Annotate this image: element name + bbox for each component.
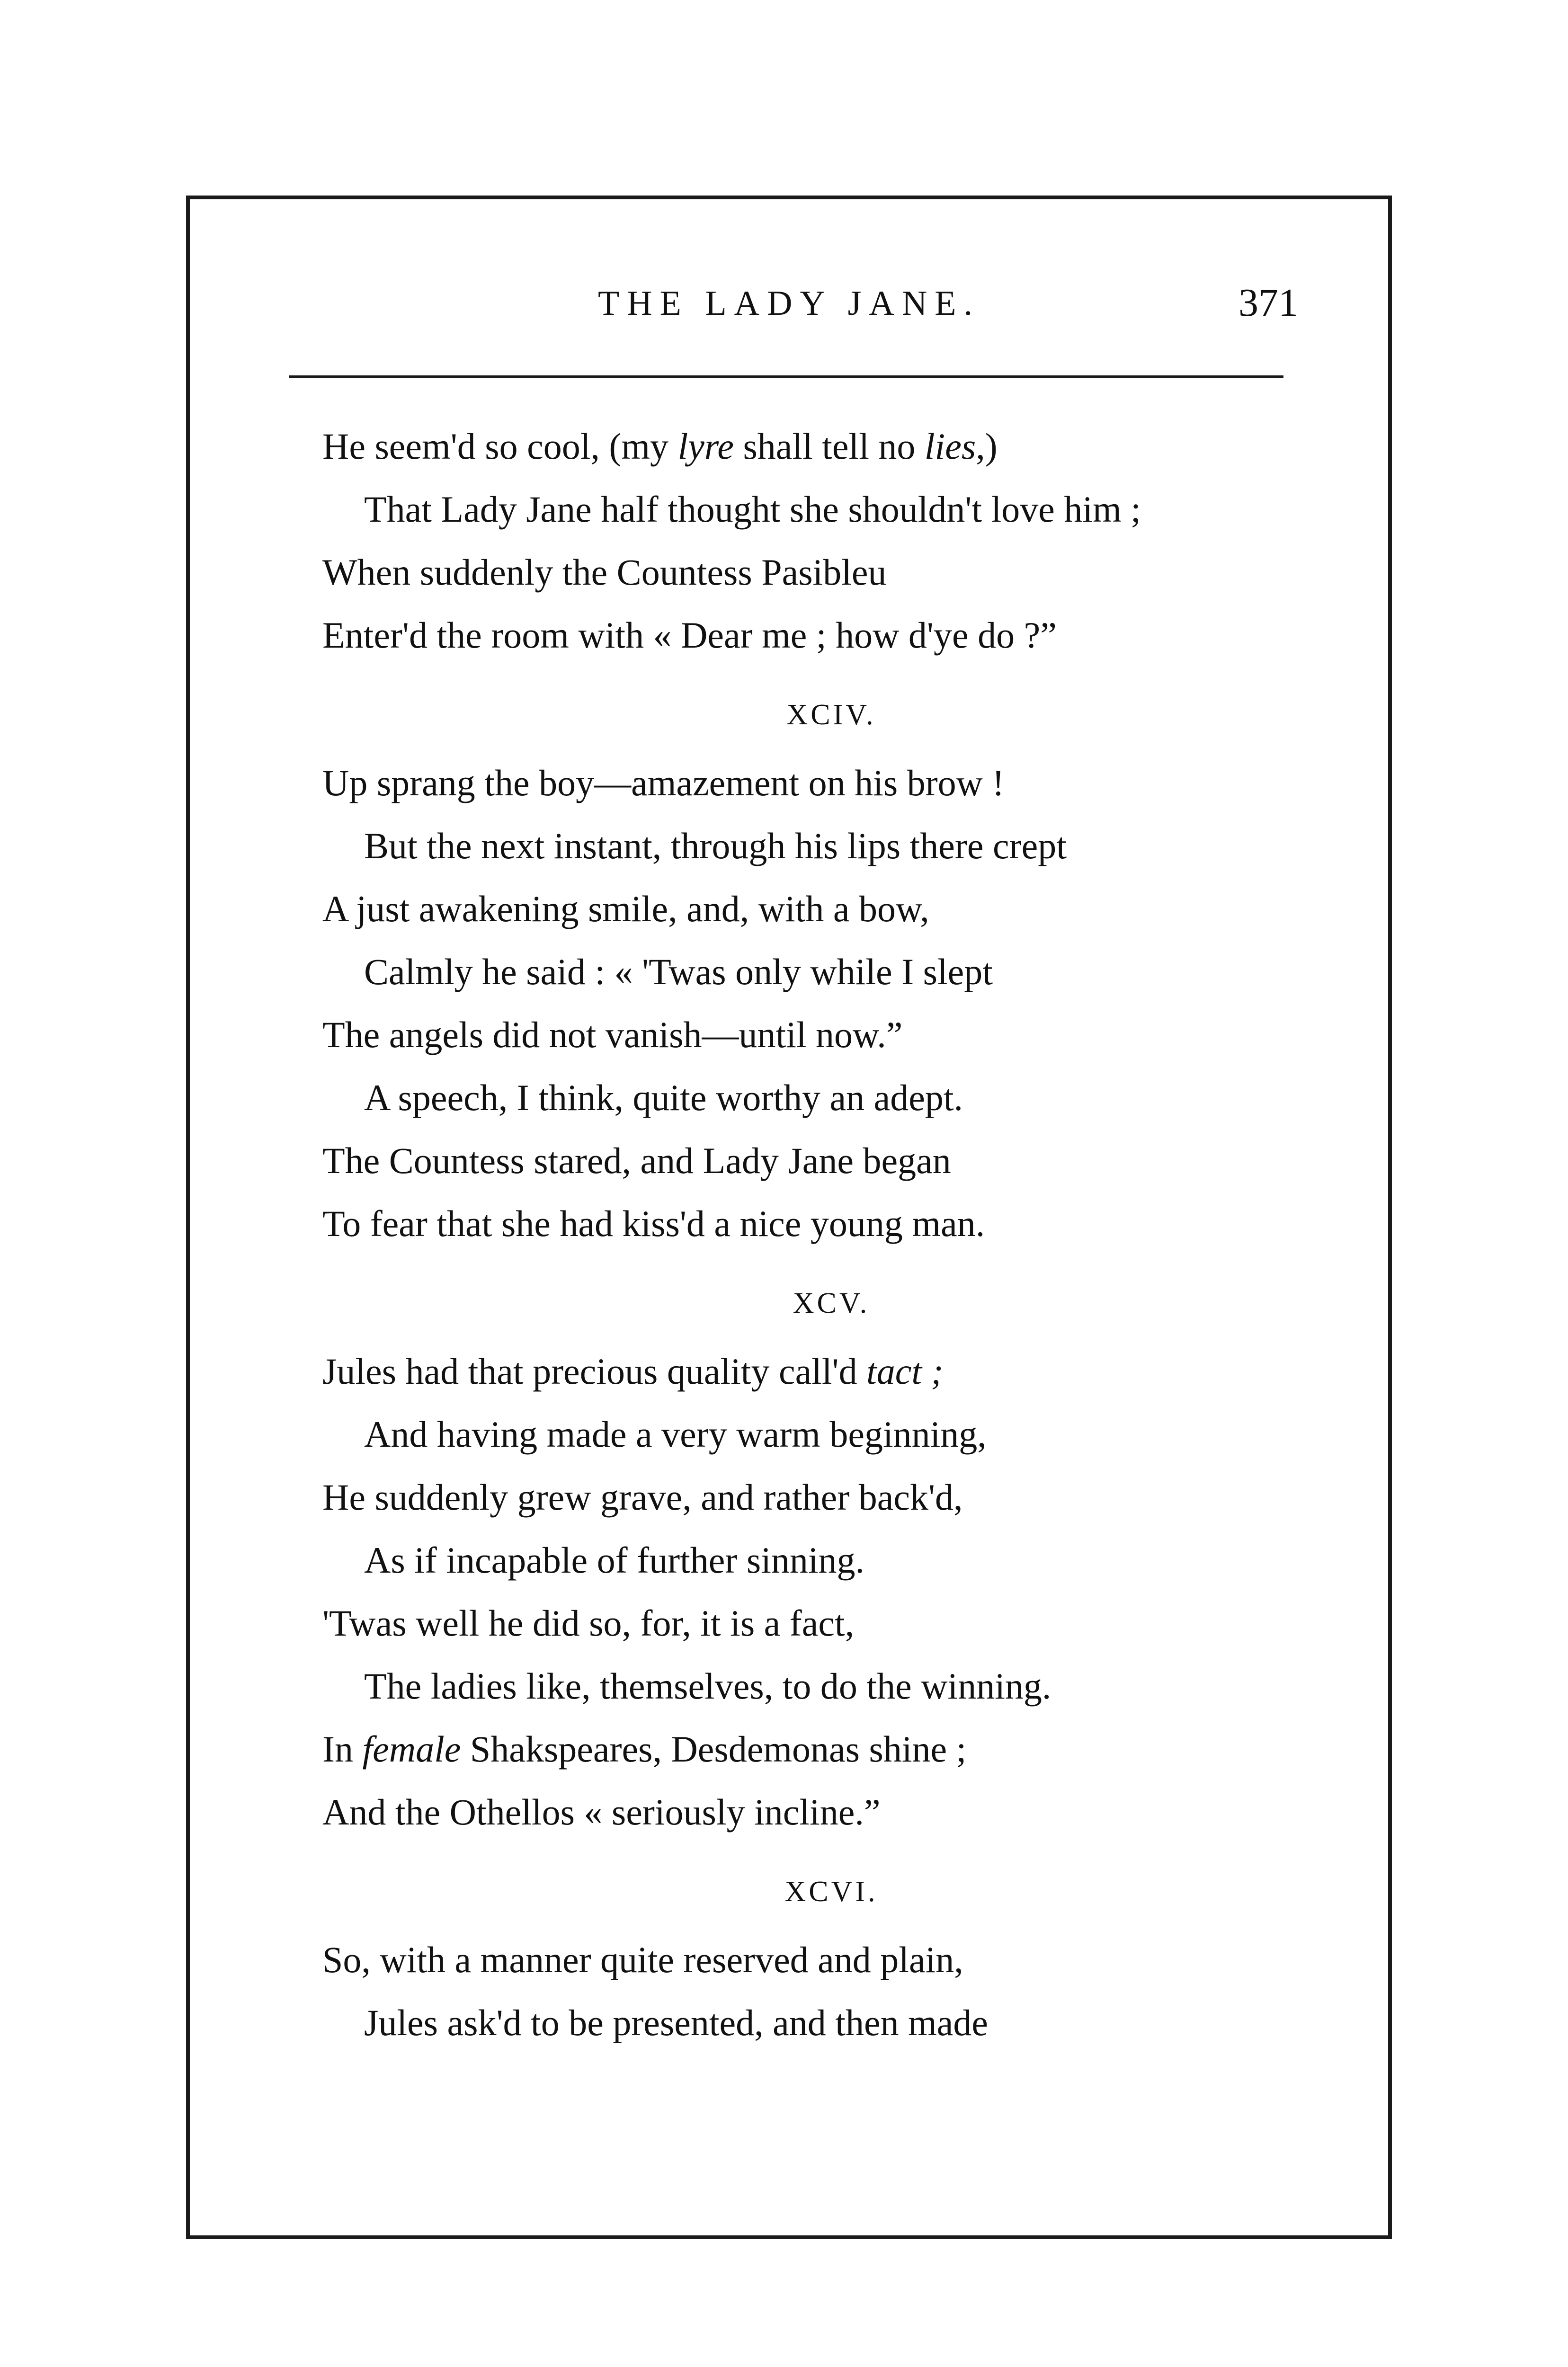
verse-line: A speech, I think, quite worthy an adept.: [364, 1077, 963, 1118]
verse-text: ,): [976, 426, 998, 467]
page-frame: [186, 196, 1392, 2239]
stanza-number: XCIV.: [786, 699, 876, 731]
verse-line: [322, 415, 1340, 478]
header-rule: [289, 375, 1283, 378]
running-title: THE LADY JANE.: [597, 284, 980, 323]
stanza: [322, 751, 1340, 1255]
verse-line: The angels did not vanish—until now.”: [322, 1014, 903, 1055]
verse-line: And having made a very warm beginning,: [364, 1414, 987, 1455]
running-head: [190, 281, 1388, 340]
verse-line: That Lady Jane half thought she shouldn't love him ;: [364, 489, 1141, 530]
verse-line: As if incapable of further sinning.: [364, 1539, 865, 1581]
verse-line: Up sprang the boy—amazement on his brow !: [322, 762, 1005, 803]
verse-text: Jules had that precious quality call'd: [322, 1351, 867, 1392]
stanza-xciii-continued: [322, 415, 1340, 667]
poem-text: [322, 415, 1340, 2054]
verse-text: He seem'd so cool, (my: [322, 426, 678, 467]
verse-line: When suddenly the Countess Pasibleu: [322, 552, 887, 593]
verse-text: In: [322, 1728, 363, 1770]
verse-line: [322, 1717, 1340, 1780]
stanza: [322, 1928, 1340, 2054]
italic-text: female: [362, 1728, 461, 1770]
verse-line: Enter'd the room with « Dear me ; how d'ye do ?”: [322, 614, 1057, 656]
verse-line: The ladies like, themselves, to do the winning.: [364, 1665, 1051, 1707]
page-number: 371: [1238, 281, 1298, 325]
verse-line: A just awakening smile, and, with a bow,: [322, 888, 929, 929]
verse-line: He suddenly grew grave, and rather back'd,: [322, 1477, 963, 1518]
verse-line: And the Othellos « seriously incline.”: [322, 1791, 881, 1833]
verse-line: The Countess stared, and Lady Jane began: [322, 1140, 951, 1181]
verse-line: To fear that she had kiss'd a nice young man.: [322, 1203, 985, 1244]
verse-text: shall tell no: [733, 426, 925, 467]
stanza: [322, 1340, 1340, 1843]
verse-line: But the next instant, through his lips there crept: [364, 825, 1067, 866]
verse-text: Shakspeares, Desdemonas shine ;: [461, 1728, 967, 1770]
verse-line: Calmly he said : « 'Twas only while I slept: [364, 951, 993, 992]
italic-text: tact ;: [866, 1351, 944, 1392]
verse-line: [322, 1340, 1340, 1403]
italic-text: lies: [924, 426, 976, 467]
italic-text: lyre: [677, 426, 734, 467]
verse-line: Jules ask'd to be presented, and then made: [364, 2002, 989, 2043]
verse-line: So, with a manner quite reserved and plain,: [322, 1939, 963, 1980]
stanza-number: XCVI.: [784, 1876, 878, 1908]
verse-line: 'Twas well he did so, for, it is a fact,: [322, 1602, 855, 1644]
stanza-number: XCV.: [793, 1287, 870, 1319]
